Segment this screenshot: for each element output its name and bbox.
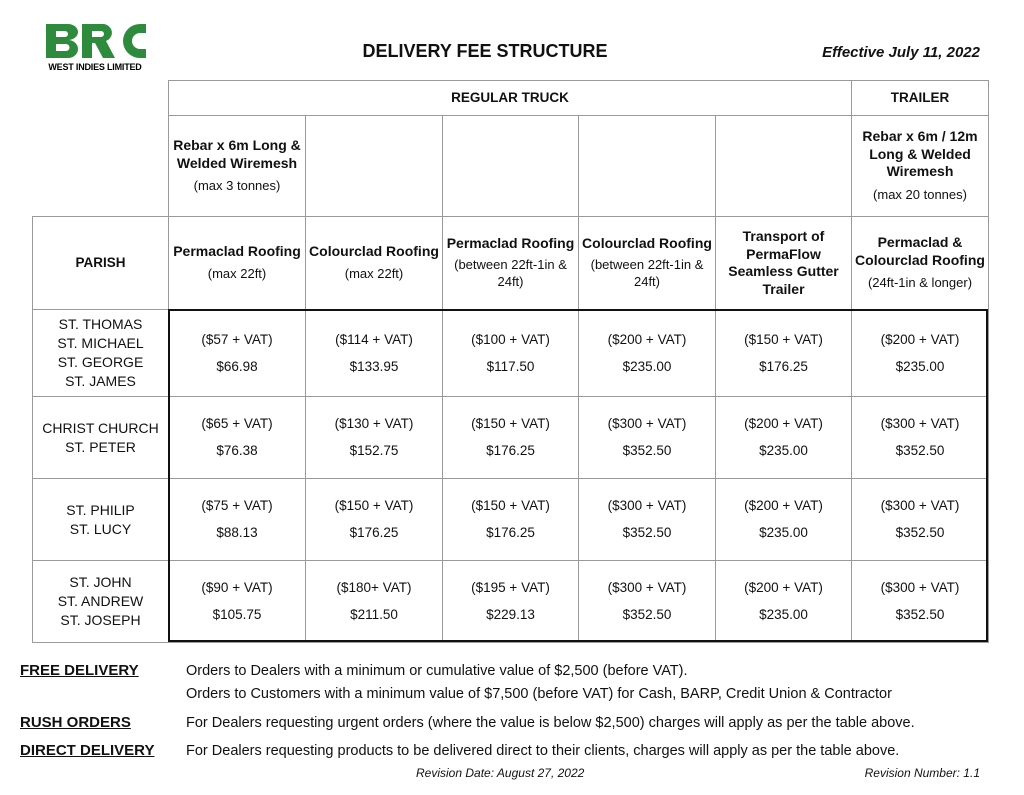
fee-total: $352.50 — [895, 525, 945, 540]
fee-cell — [306, 479, 443, 561]
fee-total: $211.50 — [350, 607, 398, 622]
empty-header-cell — [443, 116, 579, 217]
fee-cell — [169, 310, 306, 397]
fee-cell — [169, 561, 306, 643]
fee-total: $66.98 — [216, 358, 258, 374]
free-delivery-text-1: Orders to Dealers with a minimum or cumulative value of $2,500 (before VAT). — [186, 663, 688, 679]
column-header — [443, 217, 579, 310]
parish-header: PARISH — [33, 217, 169, 310]
parish-name: CHRIST CHURCH — [42, 419, 159, 436]
parish-name: ST. MICHAEL — [57, 335, 144, 352]
column-limit: (between 22ft-1in & 24ft) — [454, 256, 567, 289]
fee-amount: ($300 + VAT) — [607, 498, 687, 514]
fee-total: $133.95 — [349, 358, 399, 374]
effective-date: Effective July 11, 2022 — [822, 44, 980, 61]
column-limit: (max 22ft) — [207, 266, 267, 282]
parish-name: ST. PETER — [65, 438, 136, 455]
fee-cell — [306, 397, 443, 479]
fee-amount: ($114 + VAT) — [335, 331, 413, 347]
rebar-trailer-header — [852, 116, 989, 217]
rebar-trailer-name: Rebar x 6m / 12m Long & Welded Wiremesh — [862, 128, 978, 180]
fee-cell — [852, 310, 989, 397]
fee-amount: ($200 + VAT) — [744, 580, 823, 596]
column-header — [852, 217, 989, 310]
table-row — [33, 479, 989, 561]
fee-cell — [716, 397, 852, 479]
fee-amount: ($150 + VAT) — [471, 416, 550, 432]
fee-cell — [443, 479, 579, 561]
column-limit: (between 22ft-1in & 24ft) — [590, 256, 704, 289]
revision-date: Revision Date: August 27, 2022 — [416, 766, 585, 780]
column-name: Permaclad Roofing — [173, 242, 301, 259]
fee-total: $352.50 — [895, 443, 945, 458]
empty-header-cell — [579, 116, 716, 217]
fee-cell — [579, 479, 716, 561]
fee-total: $88.13 — [216, 525, 258, 540]
fee-amount: ($100 + VAT) — [471, 331, 550, 347]
delivery-fee-table — [32, 80, 989, 643]
fee-amount: ($57 + VAT) — [201, 331, 273, 347]
parish-cell — [33, 310, 169, 397]
fee-cell — [443, 397, 579, 479]
regular-truck-header: REGULAR TRUCK — [169, 81, 852, 116]
fee-cell — [852, 397, 989, 479]
rush-orders-text: For Dealers requesting urgent orders (where the value is below $2,500) charges will apply as per the table above. — [186, 715, 915, 731]
brc-logo — [30, 22, 160, 78]
fee-cell — [443, 561, 579, 643]
fee-amount: ($200 + VAT) — [607, 331, 687, 347]
fee-amount: ($150 + VAT) — [334, 498, 414, 514]
fee-amount: ($150 + VAT) — [471, 498, 550, 514]
column-name: Permaclad Roofing — [446, 235, 575, 252]
parish-name: ST. THOMAS — [58, 316, 143, 333]
free-delivery-text-2: Orders to Customers with a minimum value of $7,500 (before VAT) for Cash, BARP, Credit Union & Contractor — [186, 686, 892, 702]
fee-total: $176.25 — [486, 525, 535, 540]
fee-amount: ($200 + VAT) — [744, 498, 823, 514]
blank-corner — [33, 81, 169, 116]
fee-total: $117.50 — [486, 358, 535, 374]
rebar-regular-limit: (max 3 tonnes) — [193, 178, 281, 194]
column-name: Colourclad Roofing — [582, 235, 712, 252]
parish-name: ST. GEORGE — [57, 354, 144, 370]
fee-amount: ($300 + VAT) — [880, 580, 960, 596]
column-header — [306, 217, 443, 310]
empty-header-cell — [306, 116, 443, 217]
free-delivery-label: FREE DELIVERY — [20, 662, 139, 679]
column-limit: (24ft-1in & longer) — [867, 275, 973, 291]
fee-total: $352.50 — [622, 607, 672, 622]
fee-cell — [579, 397, 716, 479]
fee-cell — [306, 561, 443, 643]
fee-cell — [306, 310, 443, 397]
fee-total: $235.00 — [622, 358, 672, 374]
column-header — [169, 217, 306, 310]
logo-subtitle: WEST INDIES LIMITED — [48, 62, 142, 72]
fee-amount: ($300 + VAT) — [880, 416, 960, 432]
parish-name: ST. ANDREW — [57, 593, 144, 610]
column-header — [716, 217, 852, 310]
brc-logo-mark — [30, 22, 160, 60]
fee-cell — [852, 479, 989, 561]
parish-name: ST. JAMES — [65, 372, 136, 389]
fee-total: $176.25 — [349, 525, 399, 540]
fee-amount: ($300 + VAT) — [607, 580, 687, 596]
fee-total: $352.50 — [622, 525, 672, 540]
parish-name: ST. PHILIP — [66, 501, 135, 518]
rebar-regular-name: Rebar x 6m Long & Welded Wiremesh — [173, 137, 301, 171]
fee-total: $152.75 — [349, 443, 399, 458]
fee-total: $352.50 — [622, 443, 672, 458]
fee-cell — [716, 561, 852, 643]
parish-name: ST. LUCY — [69, 520, 132, 537]
fee-cell — [579, 561, 716, 643]
column-name: Transport of PermaFlow Seamless Gutter Trailer — [728, 228, 839, 297]
fee-cell — [579, 310, 716, 397]
fee-amount: ($195 + VAT) — [471, 580, 550, 596]
fee-cell — [716, 479, 852, 561]
fee-amount: ($180+ VAT) — [336, 580, 412, 596]
column-limit: (max 22ft) — [344, 266, 404, 282]
direct-delivery-text: For Dealers requesting products to be delivered direct to their clients, charges will apply as per the table above. — [186, 743, 900, 759]
fee-amount: ($200 + VAT) — [744, 416, 823, 432]
fee-amount: ($130 + VAT) — [334, 416, 414, 432]
document-title: DELIVERY FEE STRUCTURE — [362, 41, 608, 61]
column-header — [579, 217, 716, 310]
fee-amount: ($65 + VAT) — [201, 416, 273, 432]
fee-cell — [852, 561, 989, 643]
fee-total: $235.00 — [759, 607, 808, 622]
fee-total: $235.00 — [895, 358, 945, 374]
empty-header-cell — [716, 116, 852, 217]
fee-cell — [716, 310, 852, 397]
fee-amount: ($75 + VAT) — [201, 498, 273, 514]
fee-total: $229.13 — [486, 607, 535, 622]
fee-cell — [443, 310, 579, 397]
fee-total: $352.50 — [895, 607, 945, 622]
trailer-header: TRAILER — [852, 81, 989, 116]
fee-total: $235.00 — [759, 525, 808, 540]
fee-cell — [169, 397, 306, 479]
rush-orders-label: RUSH ORDERS — [20, 714, 131, 731]
parish-cell — [33, 397, 169, 479]
fee-total: $76.38 — [216, 443, 258, 458]
parish-cell — [33, 479, 169, 561]
fee-amount: ($200 + VAT) — [880, 331, 960, 347]
fee-amount: ($150 + VAT) — [744, 331, 823, 347]
fee-total: $176.25 — [486, 443, 535, 458]
direct-delivery-label: DIRECT DELIVERY — [20, 742, 155, 759]
fee-cell — [169, 479, 306, 561]
parish-name: ST. JOHN — [69, 574, 132, 591]
parish-name: ST. JOSEPH — [60, 611, 141, 628]
blank-corner-2 — [33, 116, 169, 217]
table-row — [33, 397, 989, 479]
fee-total: $176.25 — [759, 358, 808, 374]
rebar-trailer-limit: (max 20 tonnes) — [873, 186, 967, 202]
fee-amount: ($300 + VAT) — [880, 498, 960, 514]
fee-amount: ($90 + VAT) — [201, 580, 273, 596]
fee-total: $235.00 — [759, 443, 808, 458]
column-name: Colourclad Roofing — [309, 242, 439, 259]
rebar-regular-header — [169, 116, 306, 217]
fee-total: $105.75 — [212, 607, 262, 622]
fee-amount: ($300 + VAT) — [607, 416, 687, 432]
parish-cell — [33, 561, 169, 643]
table-row — [33, 310, 989, 397]
revision-number: Revision Number: 1.1 — [864, 766, 980, 780]
table-row — [33, 561, 989, 643]
column-name: Permaclad & Colourclad Roofing — [855, 234, 985, 268]
